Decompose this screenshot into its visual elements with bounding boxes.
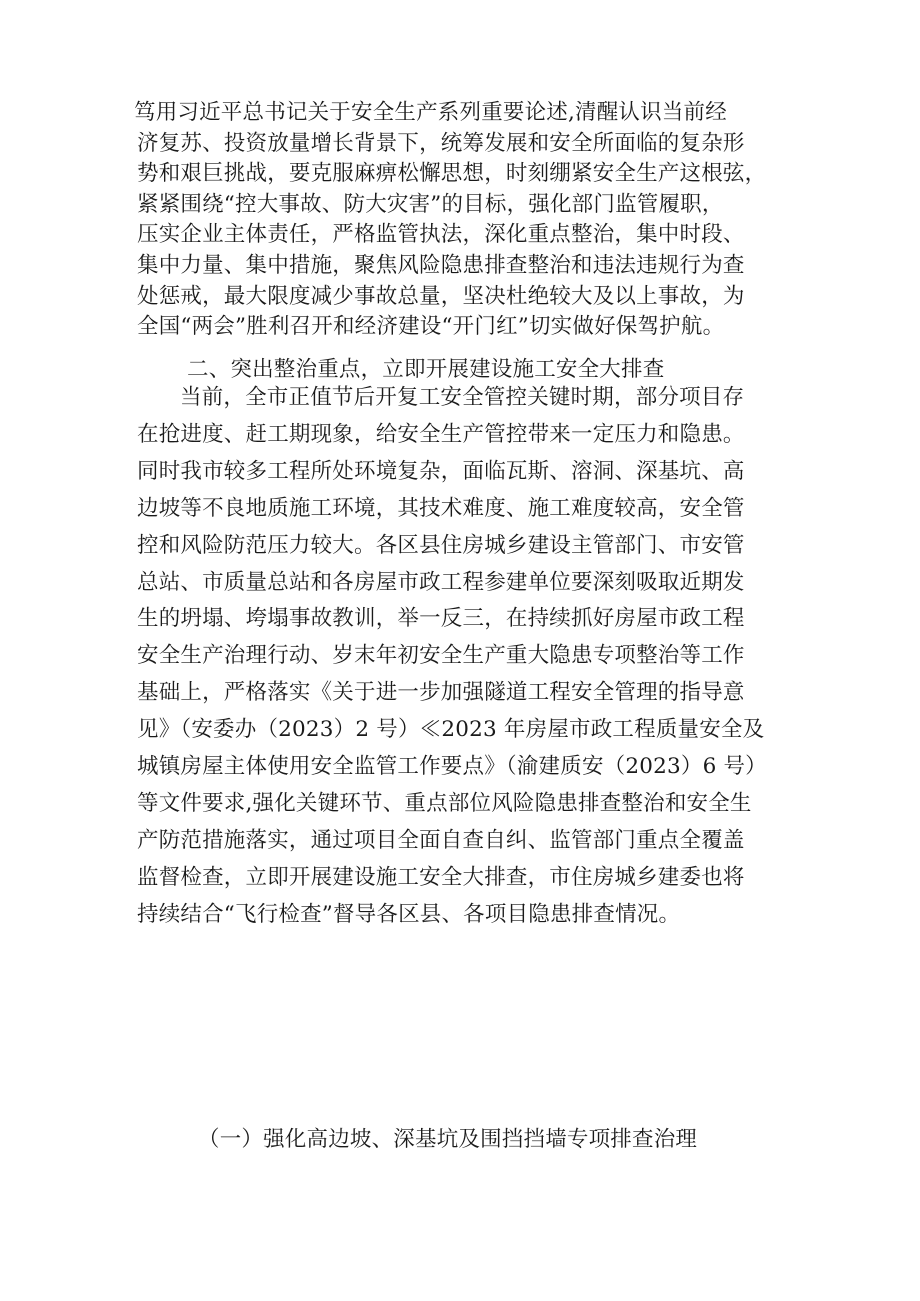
text-line: 基础上，严格落实《关于进一步加强隧道工程安全管理的指导意 [137,680,745,706]
text-line: 监督检查，立即开展建设施工安全大排查，市住房城乡建委也将 [137,864,745,890]
text-line: 产防范措施落实，通过项目全面自查自纠、监管部门重点全覆盖 [137,827,745,853]
section-heading-text: 二、突出整治重点，立即开展建设施工安全大排查 [187,357,665,382]
text-line: 在抢进度、赶工期现象，给安全生产管控带来一定压力和隐患。 [137,421,745,447]
text-line: 边坡等不良地质施工环境，其技术难度、施工难度较高，安全管 [137,495,745,521]
subsection-heading-text: （一）强化高边坡、深基坑及围挡挡墙专项排查治理 [198,1127,698,1152]
text-line: 全国“两会”胜利召开和经济建设“开门红”切实做好保驾护航。 [137,314,725,340]
text-line: 压实企业主体责任，严格监管执法，深化重点整治，集中时段、 [137,222,745,248]
subsection-heading-one [137,1122,797,1158]
text-line: 紧紧围绕“控大事故、防大灾害”的目标，强化部门监管履职， [137,191,724,217]
text-line: 总站、市质量总站和各房屋市政工程参建单位要深刻吸取近期发 [137,569,745,595]
text-line: 控和风险防范压力较大。各区县住房城乡建设主管部门、市安管 [137,532,745,558]
text-line: 见》（安委办（2023）2 号）≪2023 年房屋市政工程质量安全及 [137,717,765,743]
text-line: 当前，全市正值节后开复工安全管控关键时期，部分项目存 [180,385,745,410]
text-line: 等文件要求,强化关键环节、重点部位风险隐患排查整治和安全生 [137,790,752,816]
text-line: 生的坍塌、垮塌事故教训，举一反三，在持续抓好房屋市政工程 [137,606,745,632]
text-line: 持续结合“飞行检查”督导各区县、各项目隐患排查情况。 [137,901,681,927]
paragraph-safety-production-requirements [134,98,797,343]
text-line: 势和艰巨挑战，要克服麻痹松懈思想，时刻绷紧安全生产这根弦， [137,161,767,187]
text-line: 城镇房屋主体使用安全监管工作要点》（渝建质安（2023）6 号） [137,754,767,780]
text-line: 安全生产治理行动、岁末年初安全生产重大隐患专项整治等工作 [137,643,745,669]
text-line: 同时我市较多工程所处环境复杂，面临瓦斯、溶洞、深基坑、高 [137,458,745,484]
paragraph-construction-safety-inspection [137,380,797,934]
text-line: 笃用习近平总书记关于安全生产系列重要论述,清醒认识当前经 [134,100,727,125]
text-line: 处惩戒，最大限度减少事故总量，坚决杜绝较大及以上事故，为 [137,283,745,309]
text-line: 济复苏、投资放量增长背景下，统筹发展和安全所面临的复杂形 [137,130,745,156]
text-line: 集中力量、集中措施，聚焦风险隐患排查整治和违法违规行为查 [137,252,745,278]
